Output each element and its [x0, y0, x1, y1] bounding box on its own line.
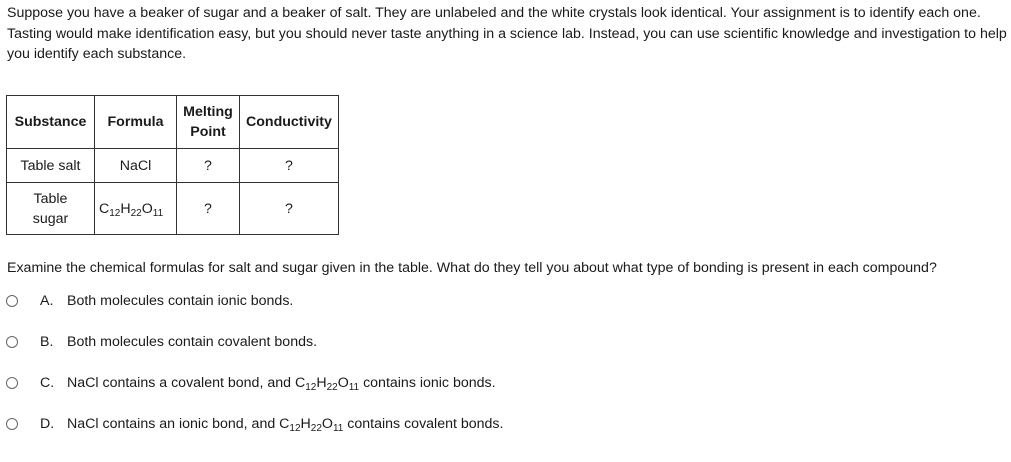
- formula-subscript: 12: [305, 382, 317, 393]
- choice-letter: B.: [40, 334, 54, 350]
- radio-button-icon[interactable]: [6, 418, 18, 430]
- cell-formula: [95, 183, 177, 235]
- cell-substance-line2: sugar: [32, 210, 69, 227]
- formula-element: O: [321, 416, 333, 432]
- choice-b[interactable]: [6, 332, 318, 352]
- formula-element: H: [120, 200, 131, 217]
- formula-element: C: [294, 375, 306, 391]
- choice-text: [67, 416, 503, 432]
- choice-text-before: NaCl contains an ionic bond, and: [67, 416, 280, 432]
- choice-text-after: contains ionic bonds.: [359, 375, 496, 391]
- table-row: [7, 183, 339, 235]
- formula-subscript: 11: [152, 207, 164, 219]
- choice-letter: A.: [40, 293, 54, 309]
- choice-text: Both molecules contain covalent bonds.: [67, 334, 318, 350]
- choice-d[interactable]: [6, 414, 504, 434]
- choice-letter: D.: [40, 416, 55, 432]
- cell-substance: [7, 183, 95, 235]
- question-text: Examine the chemical formulas for salt and sugar given in the table. What do they tell you about what type of bonding is present in each compound?: [7, 260, 937, 276]
- choice-text-before: NaCl contains a covalent bond, and: [67, 375, 295, 391]
- radio-button-icon[interactable]: [6, 295, 18, 307]
- formula-subscript: 12: [289, 423, 301, 434]
- formula-element: O: [337, 375, 349, 391]
- cell-conductivity: ?: [240, 183, 339, 235]
- substance-table: [6, 95, 339, 235]
- formula-element: C: [99, 200, 110, 217]
- header-formula: Formula: [95, 96, 177, 149]
- choice-text: [67, 375, 496, 391]
- choice-a[interactable]: [6, 291, 294, 311]
- formula-subscript: 12: [109, 207, 121, 219]
- intro-paragraph: Suppose you have a beaker of sugar and a beaker of salt. They are unlabeled and the white crystals look identical. Your assignment is to identify each one. Tasting would make identification easy, but you should never taste anything in a science lab. Instead, you can use scientific knowledge and investigation to help you identify each substance.: [7, 5, 1007, 62]
- formula-subscript: 22: [326, 382, 338, 393]
- formula-element: C: [279, 416, 290, 432]
- choice-c[interactable]: [6, 373, 496, 393]
- cell-formula: NaCl: [95, 149, 177, 183]
- header-melting-point-line2: Point: [190, 124, 226, 140]
- cell-substance-line1: Table: [33, 190, 68, 207]
- table-header-row: [7, 96, 339, 149]
- radio-button-icon[interactable]: [6, 377, 18, 389]
- header-melting-point: [177, 96, 240, 149]
- formula-subscript: 11: [332, 423, 344, 434]
- formula-subscript: 11: [348, 382, 360, 393]
- formula-element: O: [141, 200, 153, 217]
- header-conductivity: Conductivity: [240, 96, 339, 149]
- table-row: [7, 149, 339, 183]
- header-substance: Substance: [7, 96, 95, 149]
- cell-substance: Table salt: [7, 149, 95, 183]
- cell-conductivity: ?: [240, 149, 339, 183]
- formula-element: H: [316, 375, 327, 391]
- formula-subscript: 22: [310, 423, 322, 434]
- radio-button-icon[interactable]: [6, 336, 18, 348]
- formula-subscript: 22: [130, 207, 142, 219]
- formula-element: H: [300, 416, 311, 432]
- cell-melting-point: ?: [177, 183, 240, 235]
- choice-text: Both molecules contain ionic bonds.: [67, 293, 294, 309]
- choice-text-after: contains covalent bonds.: [343, 416, 504, 432]
- cell-melting-point: ?: [177, 149, 240, 183]
- header-melting-point-line1: Melting: [183, 104, 233, 120]
- choice-letter: C.: [40, 375, 55, 391]
